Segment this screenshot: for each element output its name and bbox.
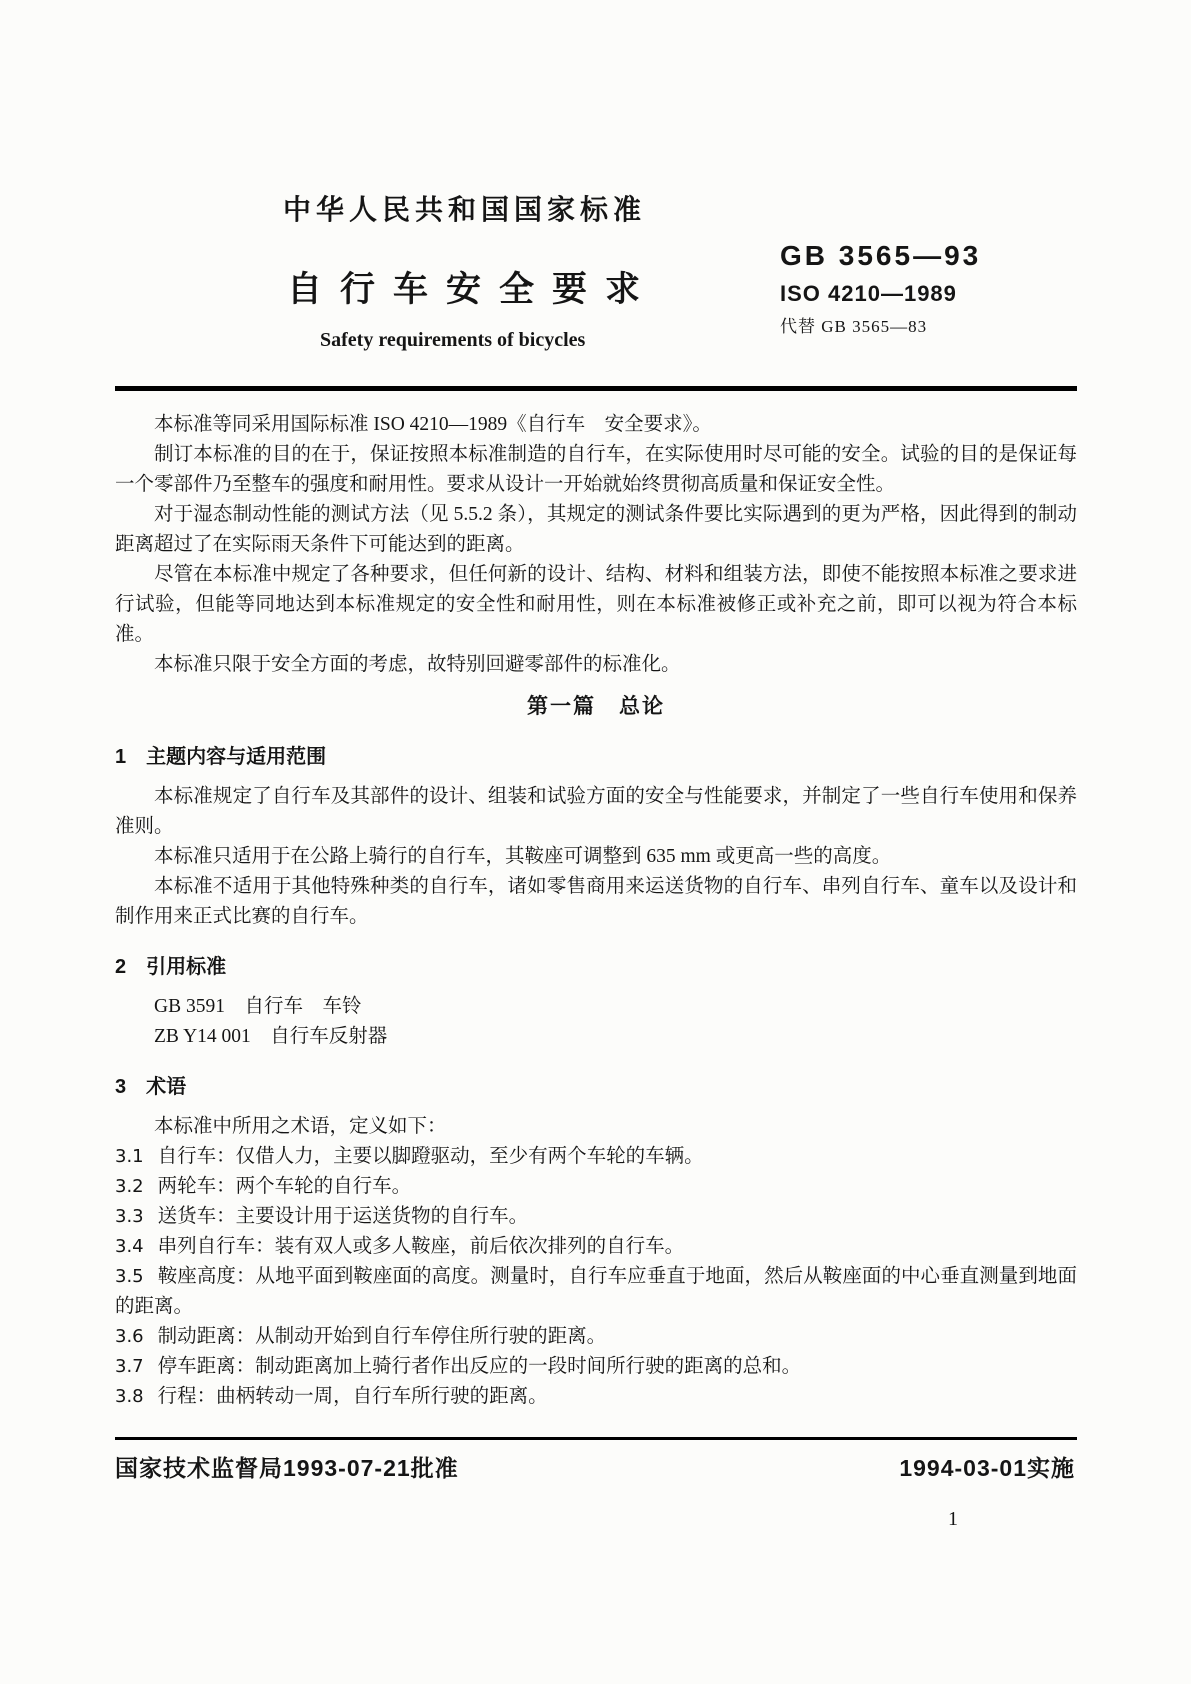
standard-number: GB 3565—93 (780, 240, 982, 271)
term-item (115, 1352, 1077, 1382)
term-number: 3.3 (115, 1206, 144, 1227)
preface-paragraph: 制订本标准的目的在于，保证按照本标准制造的自行车，在实际使用时尽可能的安全。试验的目的是保证每一个零部件乃至整车的强度和耐用性。要求从设计一开始就始终贯彻高质量和保证安全性。 (115, 444, 1077, 495)
part-1-heading: 第一篇 总论 (527, 695, 665, 718)
preface-paragraph: 本标准等同采用国际标准 ISO 4210—1989《自行车 安全要求》。 (154, 414, 712, 435)
iso-number: ISO 4210—1989 (780, 281, 957, 306)
section-1-paragraph: 本标准规定了自行车及其部件的设计、组装和试验方面的安全与性能要求，并制定了一些自行车使用和保养准则。 (115, 786, 1077, 837)
reference-item: GB 3591 自行车 车铃 (154, 996, 362, 1017)
term-text: 制动距离：从制动开始到自行车停住所行驶的距离。 (157, 1326, 607, 1347)
term-number: 3.8 (115, 1386, 144, 1407)
term-number: 3.5 (115, 1266, 144, 1287)
term-item (115, 1172, 1077, 1202)
term-item (115, 1142, 1077, 1172)
header-divider (115, 386, 1077, 391)
term-item (115, 1322, 1077, 1352)
section-2-heading: 2 引用标准 (115, 956, 227, 978)
section-3-heading: 3 术语 (115, 1076, 187, 1098)
document-body (115, 410, 1077, 1412)
term-number: 3.7 (115, 1356, 144, 1377)
term-item (115, 1382, 1077, 1412)
section-1-heading: 1 主题内容与适用范围 (115, 746, 327, 768)
preface-paragraph: 尽管在本标准中规定了各种要求，但任何新的设计、结构、材料和组装方法，即使不能按照本标准之要求进行试验，但能等同地达到本标准规定的安全性和耐用性，则在本标准被修正或补充之前，即可以视为符合本标准。 (115, 564, 1077, 645)
term-text: 行程：曲柄转动一周，自行车所行驶的距离。 (157, 1386, 548, 1407)
section-1-paragraph: 本标准只适用于在公路上骑行的自行车，其鞍座可调整到 635 mm 或更高一些的高度。 (154, 846, 892, 867)
term-text: 鞍座高度：从地平面到鞍座面的高度。测量时，自行车应垂直于地面，然后从鞍座面的中心垂直测量到地面的距离。 (115, 1266, 1077, 1317)
term-text: 串列自行车：装有双人或多人鞍座，前后依次排列的自行车。 (157, 1236, 685, 1257)
replaces-note: 代替 GB 3565—83 (780, 317, 928, 336)
approval-note: 国家技术监督局1993-07-21批准 (115, 1455, 459, 1481)
implementation-note: 1994-03-01实施 (899, 1455, 1075, 1481)
preface-paragraph: 对于湿态制动性能的测试方法（见 5.5.2 条），其规定的测试条件要比实际遇到的更为严格，因此得到的制动距离超过了在实际雨天条件下可能达到的距离。 (115, 504, 1077, 555)
term-text: 自行车：仅借人力，主要以脚蹬驱动，至少有两个车轮的车辆。 (157, 1146, 704, 1167)
preface-paragraph: 本标准只限于安全方面的考虑，故特别回避零部件的标准化。 (154, 654, 681, 675)
term-number: 3.2 (115, 1176, 144, 1197)
term-text: 停车距离：制动距离加上骑行者作出反应的一段时间所行驶的距离的总和。 (157, 1356, 802, 1377)
terms-intro: 本标准中所用之术语，定义如下： (154, 1116, 447, 1137)
standard-org-title: 中华人民共和国国家标准 (283, 194, 647, 225)
reference-item: ZB Y14 001 自行车反射器 (154, 1026, 388, 1047)
term-item (115, 1232, 1077, 1262)
document-title-en: Safety requirements of bicycles (320, 329, 586, 351)
document-title-cn: 自行车安全要求 (287, 270, 659, 309)
page-number: 1 (948, 1508, 958, 1530)
term-number: 3.4 (115, 1236, 144, 1257)
term-item (115, 1202, 1077, 1232)
term-number: 3.1 (115, 1146, 144, 1167)
term-text: 两轮车：两个车轮的自行车。 (157, 1176, 412, 1197)
term-item (115, 1262, 1077, 1322)
term-number: 3.6 (115, 1326, 144, 1347)
section-1-paragraph: 本标准不适用于其他特殊种类的自行车，诸如零售商用来运送货物的自行车、串列自行车、童车以及设计和制作用来正式比赛的自行车。 (115, 876, 1077, 927)
footer-divider (115, 1437, 1077, 1440)
term-text: 送货车：主要设计用于运送货物的自行车。 (157, 1206, 529, 1227)
